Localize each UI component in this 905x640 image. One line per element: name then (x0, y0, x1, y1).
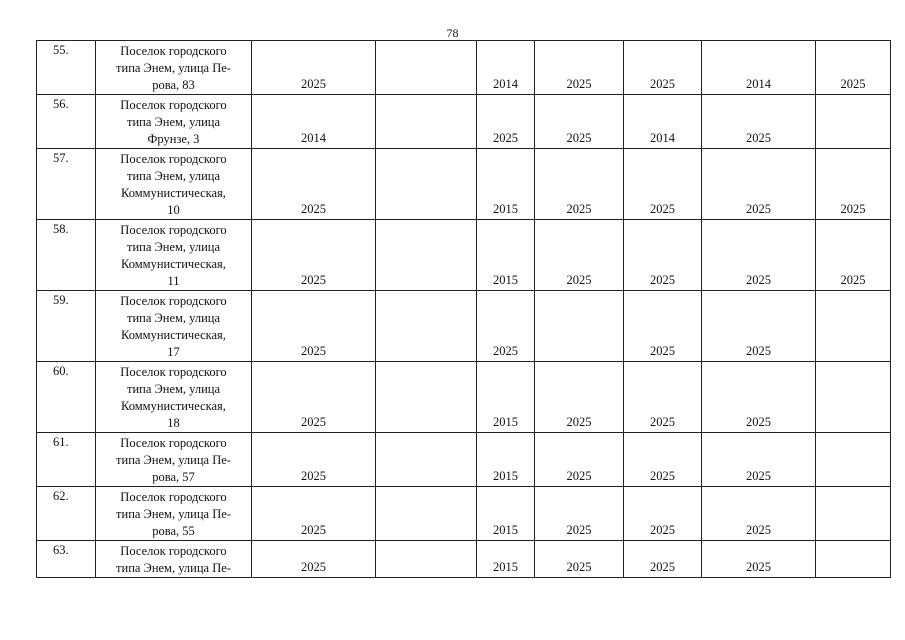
year-cell: 2025 (702, 291, 816, 362)
year-cell: 2015 (477, 487, 535, 541)
year-cell: 2014 (252, 95, 376, 149)
row-number: 55. (37, 41, 96, 95)
table-row (37, 541, 891, 578)
year-cell: 2025 (535, 487, 624, 541)
address-cell: Поселок городского типа Энем, улица Коммунистическая, 18 (96, 362, 252, 433)
year-cell: 2025 (477, 95, 535, 149)
address-cell: Поселок городского типа Энем, улица Коммунистическая, 11 (96, 220, 252, 291)
row-number: 61. (37, 433, 96, 487)
table-row (37, 362, 891, 433)
year-cell (816, 291, 891, 362)
year-cell: 2025 (252, 149, 376, 220)
table-row (37, 291, 891, 362)
address-cell: Поселок городского типа Энем, улица Фрунзе, 3 (96, 95, 252, 149)
row-number: 62. (37, 487, 96, 541)
address-cell: Поселок городского типа Энем, улица Пе- (96, 541, 252, 578)
row-number: 58. (37, 220, 96, 291)
year-cell: 2025 (702, 541, 816, 578)
year-cell: 2015 (477, 433, 535, 487)
table-row (37, 487, 891, 541)
year-cell: 2025 (816, 41, 891, 95)
row-number: 56. (37, 95, 96, 149)
year-cell: 2025 (816, 149, 891, 220)
year-cell: 2025 (702, 362, 816, 433)
year-cell: 2025 (702, 149, 816, 220)
year-cell (376, 487, 477, 541)
year-cell: 2025 (535, 149, 624, 220)
year-cell: 2015 (477, 149, 535, 220)
year-cell (816, 362, 891, 433)
year-cell: 2025 (816, 220, 891, 291)
year-cell: 2025 (624, 433, 702, 487)
year-cell: 2025 (624, 220, 702, 291)
year-cell (816, 95, 891, 149)
year-cell: 2025 (252, 220, 376, 291)
year-cell (376, 149, 477, 220)
year-cell: 2025 (624, 487, 702, 541)
year-cell (376, 95, 477, 149)
year-cell (376, 220, 477, 291)
year-cell: 2014 (702, 41, 816, 95)
year-cell: 2025 (535, 41, 624, 95)
year-cell (376, 41, 477, 95)
year-cell: 2025 (252, 433, 376, 487)
year-cell (376, 362, 477, 433)
year-cell (376, 433, 477, 487)
repair-schedule-table (36, 40, 891, 578)
table-row (37, 433, 891, 487)
year-cell: 2025 (252, 41, 376, 95)
year-cell: 2015 (477, 541, 535, 578)
year-cell: 2025 (477, 291, 535, 362)
table-row (37, 220, 891, 291)
year-cell: 2025 (624, 149, 702, 220)
year-cell: 2025 (624, 291, 702, 362)
year-cell: 2014 (477, 41, 535, 95)
year-cell: 2025 (702, 433, 816, 487)
year-cell: 2025 (624, 362, 702, 433)
page-number: 78 (446, 26, 459, 40)
year-cell (816, 487, 891, 541)
year-cell: 2025 (702, 95, 816, 149)
year-cell: 2025 (535, 362, 624, 433)
year-cell (816, 541, 891, 578)
year-cell (376, 541, 477, 578)
year-cell: 2025 (252, 487, 376, 541)
address-cell: Поселок городского типа Энем, улица Пе- рова, 57 (96, 433, 252, 487)
year-cell: 2025 (252, 362, 376, 433)
row-number: 59. (37, 291, 96, 362)
address-cell: Поселок городского типа Энем, улица Коммунистическая, 10 (96, 149, 252, 220)
table-row (37, 95, 891, 149)
year-cell: 2014 (624, 95, 702, 149)
year-cell (376, 291, 477, 362)
year-cell: 2025 (702, 220, 816, 291)
year-cell: 2025 (252, 291, 376, 362)
year-cell: 2025 (535, 220, 624, 291)
year-cell (535, 291, 624, 362)
year-cell: 2025 (535, 95, 624, 149)
year-cell (816, 433, 891, 487)
table-row (37, 41, 891, 95)
row-number: 63. (37, 541, 96, 578)
year-cell: 2025 (624, 41, 702, 95)
year-cell: 2025 (252, 541, 376, 578)
year-cell: 2025 (535, 433, 624, 487)
address-cell: Поселок городского типа Энем, улица Коммунистическая, 17 (96, 291, 252, 362)
row-number: 60. (37, 362, 96, 433)
address-cell: Поселок городского типа Энем, улица Пе- рова, 83 (96, 41, 252, 95)
address-cell: Поселок городского типа Энем, улица Пе- рова, 55 (96, 487, 252, 541)
table-row (37, 149, 891, 220)
year-cell: 2025 (702, 487, 816, 541)
year-cell: 2025 (624, 541, 702, 578)
year-cell: 2025 (535, 541, 624, 578)
row-number: 57. (37, 149, 96, 220)
year-cell: 2015 (477, 220, 535, 291)
year-cell: 2015 (477, 362, 535, 433)
